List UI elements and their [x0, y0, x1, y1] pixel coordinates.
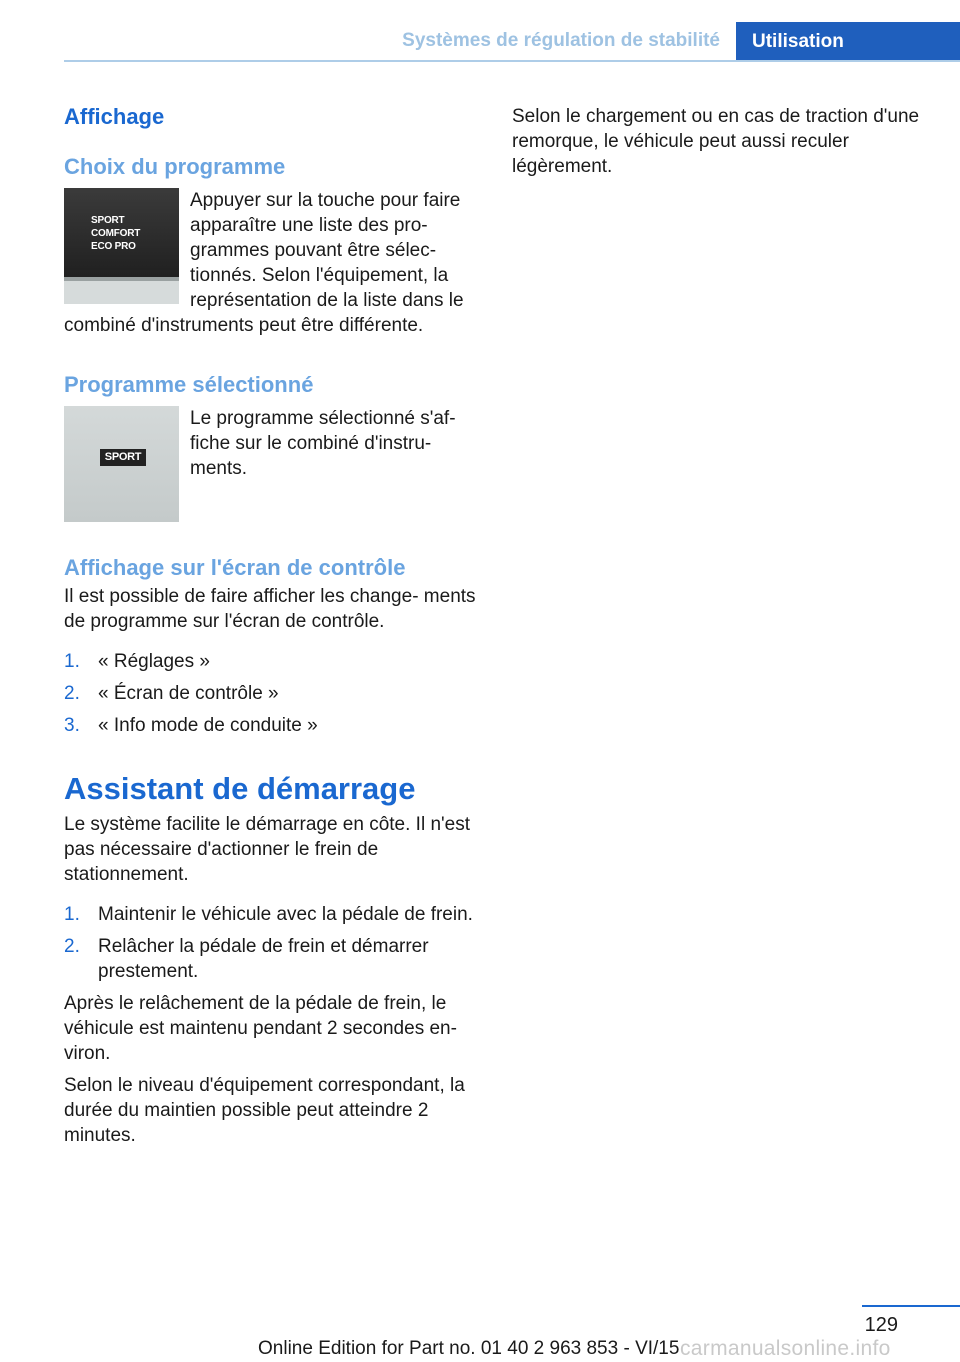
header-chapter-tab: Utilisation	[736, 22, 960, 62]
sport-display-figure	[64, 406, 179, 522]
paragraph-assistant: Le système facilite le démarrage en côte. Il n'est pas nécessaire d'actionner le frein de stationnement.	[64, 814, 470, 885]
list-number: 3.	[64, 715, 80, 736]
sport-badge: SPORT	[100, 449, 146, 466]
heading-assistant-demarrage: Assistant de démarrage	[64, 771, 416, 806]
list-text: « Réglages »	[98, 651, 210, 672]
steps-list-ecran	[64, 649, 478, 738]
left-column	[64, 100, 478, 1148]
edition-text: Online Edition for Part no. 01 40 2 963 853 - VI/15	[258, 1338, 680, 1359]
heading-ecran-controle: Affichage sur l'écran de contrôle	[64, 555, 406, 580]
list-item	[64, 681, 478, 706]
list-item	[64, 902, 478, 927]
watermark-text: carmanualsonline.info	[680, 1337, 891, 1360]
heading-programme-selectionne: Programme sélectionné	[64, 372, 314, 397]
heading-choix-programme: Choix du programme	[64, 154, 286, 179]
choix-block	[64, 188, 478, 338]
footer-rule	[862, 1305, 960, 1307]
menu-strip	[64, 277, 179, 281]
list-number: 2.	[64, 936, 80, 957]
paragraph-choix: Appuyer sur la touche pour faire apparaître une liste des pro‐ grammes pouvant être sélec‐ tionnés. Selon l'équipement, la représentation de la liste dans le combiné d'instruments peut être différente.	[64, 190, 464, 336]
list-item	[64, 649, 478, 674]
page-number: 129	[864, 1314, 898, 1336]
list-text: « Écran de contrôle »	[98, 683, 279, 704]
menu-line-sport: SPORT	[91, 215, 125, 226]
menu-line-comfort: COMFORT	[91, 228, 141, 239]
steps-list-assistant	[64, 902, 478, 984]
list-text: Relâcher la pédale de frein et démarrer prestement.	[98, 936, 429, 982]
list-text: « Info mode de conduite »	[98, 715, 318, 736]
list-item	[64, 934, 478, 984]
paragraph-chargement: Selon le chargement ou en cas de traction d'une remorque, le véhicule peut aussi reculer légèrement.	[512, 106, 920, 177]
paragraph-apres: Après le relâchement de la pédale de frein, le véhicule est maintenu pendant 2 secondes en‐ viron.	[64, 993, 457, 1064]
list-text: Maintenir le véhicule avec la pédale de frein.	[98, 904, 473, 925]
paragraph-niveau: Selon le niveau d'équipement correspondant, la durée du maintien possible peut atteindre 2 minutes.	[64, 1075, 465, 1146]
list-item	[64, 713, 478, 738]
list-number: 1.	[64, 904, 80, 925]
header-section-title: Systèmes de régulation de stabilité	[402, 30, 720, 51]
paragraph-programme: Le programme sélectionné s'af‐ fiche sur le combiné d'instru‐ ments.	[190, 408, 456, 479]
program-menu-figure	[64, 188, 179, 304]
header-rule	[64, 60, 960, 62]
heading-affichage: Affichage	[64, 104, 165, 129]
menu-line-eco-pro: ECO PRO	[91, 241, 136, 252]
list-number: 2.	[64, 683, 80, 704]
right-column	[512, 104, 926, 179]
paragraph-ecran: Il est possible de faire afficher les change‐ ments de programme sur l'écran de contrôle.	[64, 586, 476, 632]
list-number: 1.	[64, 651, 80, 672]
programme-block	[64, 406, 478, 526]
